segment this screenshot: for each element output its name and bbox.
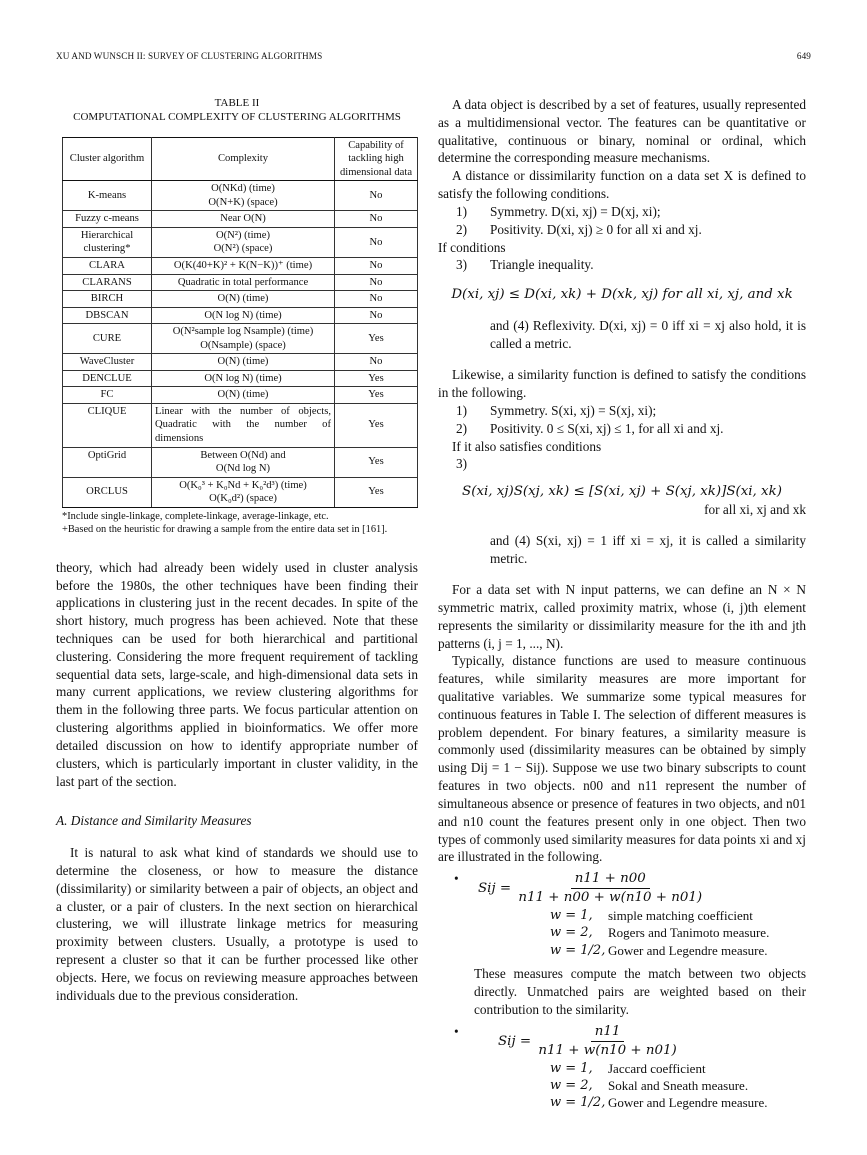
cell-algorithm: CLARA (63, 257, 152, 274)
similarity-equation: S(xi, xj)S(xj, xk) ≤ [S(xi, xj) + S(xj, xk)]S(xi, xk) (462, 484, 782, 500)
table-row (63, 403, 418, 447)
table-row (63, 307, 418, 324)
cell-algorithm: OptiGrid (63, 447, 152, 477)
body-paragraph: It is natural to ask what kind of standards we should use to determine the closeness, or how to measure the distance (dissimilarity) or similarity between a pair of objects, an object and a cluster, or a pair of clusters. In the next section on hierarchical clustering, we will illustrate linkage metrics for measuring proximity between clusters. Usually, a prototype is used to represent a cluster so that it can be further processed like other objects. Here, we focus on reviewing measure approaches between individuals due to the previous consideration. (56, 845, 418, 1003)
fraction (538, 1023, 676, 1060)
table-row (63, 324, 418, 354)
list-item (438, 256, 806, 274)
cell-complexity: O(K(40+K)² + K(N−K))⁺ (time) (152, 257, 335, 274)
cell-algorithm: BIRCH (63, 291, 152, 308)
table-row (63, 227, 418, 257)
cell-complexity: O(N log N) (time) (152, 307, 335, 324)
complexity-line: O(K₀³ + K₀Nd + K₀²d³) (time) (179, 479, 307, 491)
complexity-line: O(NKd) (time) (211, 183, 275, 195)
complexity-line: O(Nsample) (space) (200, 339, 286, 351)
cell-algorithm: Fuzzy c-means (63, 211, 152, 228)
body-text: and (4) S(xi, xj) = 1 iff xi = xj, it is called a similarity metric. (490, 533, 806, 567)
table-row (63, 387, 418, 404)
cell-complexity (152, 447, 335, 477)
left-column (56, 96, 418, 1004)
cell-capability: Yes (335, 477, 418, 507)
complexity-line: O(N+K) (space) (208, 196, 278, 208)
list-text: Positivity. 0 ≤ S(xi, xj) ≤ 1, for all xi and xj. (490, 420, 724, 436)
cell-algorithm: FC (63, 387, 152, 404)
list-number: 1) (456, 402, 468, 418)
body-paragraph: A distance or dissimilarity function on a data set X is defined to satisfy the following conditions. (438, 168, 806, 202)
cell-capability: No (335, 181, 418, 211)
cell-complexity (152, 477, 335, 507)
header-capability: Capability of tackling high dimensional data (335, 137, 418, 181)
table-row (63, 274, 418, 291)
complexity-line: O(N²sample log Nsample) (time) (172, 326, 314, 338)
table-header-row (63, 137, 418, 181)
numerator: n11 (591, 1023, 625, 1042)
body-text: If it also satisfies conditions (452, 438, 602, 454)
list-item (438, 221, 806, 239)
cell-capability: No (335, 211, 418, 228)
list-text: Symmetry. D(xi, xj) = D(xj, xi); (490, 203, 661, 219)
table-row (63, 211, 418, 228)
cell-capability: No (335, 274, 418, 291)
list-item (438, 420, 806, 438)
cell-complexity: O(N) (time) (152, 387, 335, 404)
cases-list: w = 1, simple matching coefficient w = 2, Rogers and Tanimoto measure. w = 1/2, Gower and Legendre measure. (550, 908, 770, 958)
table-row (63, 181, 418, 211)
table-number: TABLE II (214, 97, 260, 109)
list-text: Positivity. D(xi, xj) ≥ 0 for all xi and xj. (490, 221, 702, 237)
bullet: • (454, 1023, 459, 1039)
cases-list: w = 1, Jaccard coefficient w = 2, Sokal and Sneath measure. w = 1/2, Gower and Legendre measure. (550, 1060, 768, 1111)
equation-block-1 (438, 870, 806, 1019)
table-row (63, 291, 418, 308)
denominator: n11 + w(n10 + n01) (538, 1042, 677, 1058)
body-paragraph: A data object is described by a set of features, usually represented as a multidimensional vector. The features can be quantitative or qualitative, continuous or binary, nominal or ordinal, which determine the corresponding measure mechanisms. (438, 97, 806, 166)
cell-capability: No (335, 354, 418, 371)
header-complexity: Complexity (152, 137, 335, 181)
list-number: 2) (456, 420, 468, 436)
list-number: 3) (456, 257, 468, 273)
list-item (438, 203, 806, 221)
list-item (438, 402, 806, 420)
cell-algorithm: ORCLUS (63, 477, 152, 507)
cell-complexity: O(N) (time) (152, 354, 335, 371)
table-row (63, 447, 418, 477)
body-text: These measures compute the match between two objects directly. Unmatched pairs are weighted based on their contribution to the similarity. (474, 966, 806, 1017)
cell-complexity (152, 181, 335, 211)
body-paragraph: Typically, distance functions are used to measure continuous features, while similarity measures are more important for qualitative variables. We summarize some typical measures for continuous features in Table I. The selection of different measures is problem dependent. For binary features, a similarity measure is commonly used (dissimilarity measures can be obtained by simply using Dij = 1 − Sij). Suppose we use two binary subscripts to count features in two objects. n00 and n11 represent the number of simultaneous absence or presence of features in two objects, and n01 and n10 count the features present only in one object. Then two types of commonly used similarity measures for data points xi and xj are illustrated in the following. (438, 653, 806, 865)
cell-algorithm: DBSCAN (63, 307, 152, 324)
complexity-line: Between O(Nd) and (200, 449, 286, 461)
equation-lhs: Sij = (498, 1033, 532, 1049)
body-text: for all xi, xj and xk (704, 502, 806, 518)
list-number: 1) (456, 203, 468, 219)
complexity-line: O(N²) (space) (213, 243, 273, 255)
list-number: 2) (456, 221, 468, 237)
cell-complexity: O(N log N) (time) (152, 370, 335, 387)
table-caption: COMPUTATIONAL COMPLEXITY OF CLUSTERING ALGORITHMS (73, 111, 401, 124)
body-paragraph: For a data set with N input patterns, we can define an N × N symmetric matrix, called proximity matrix, whose (i, j)th element represents the similarity or dissimilarity measure for the ith and jth patterns (i, j = 1, ..., N). (438, 582, 806, 651)
complexity-line: O(N²) (time) (215, 229, 271, 241)
header-algorithm: Cluster algorithm (63, 137, 152, 181)
table-row (63, 477, 418, 507)
cell-capability: No (335, 307, 418, 324)
table-row (63, 370, 418, 387)
table-note: *Include single-linkage, complete-linkage, average-linkage, etc. (62, 510, 329, 522)
cell-capability: Yes (335, 370, 418, 387)
cell-algorithm: Hierarchical clustering* (63, 227, 152, 257)
running-title: XU AND WUNSCH II: SURVEY OF CLUSTERING ALGORITHMS (56, 51, 323, 61)
cell-capability: Yes (335, 447, 418, 477)
table-row (63, 257, 418, 274)
cell-capability: Yes (335, 324, 418, 354)
complexity-table (62, 137, 418, 508)
cell-algorithm: DENCLUE (63, 370, 152, 387)
cell-algorithm: WaveCluster (63, 354, 152, 371)
complexity-line: O(K₀d²) (space) (209, 493, 277, 505)
complexity-line: O(Nd log N) (215, 463, 271, 475)
cell-algorithm: CLIQUE (63, 403, 152, 447)
cell-complexity: Linear with the number of objects, Quadratic with the number of dimensions (152, 403, 335, 447)
cell-capability: Yes (335, 387, 418, 404)
list-number: 3) (456, 456, 468, 472)
equation-1 (478, 870, 806, 907)
cell-capability: No (335, 227, 418, 257)
page-number: 649 (796, 51, 811, 61)
table-row (63, 354, 418, 371)
table-notes (62, 510, 418, 537)
right-column (438, 96, 806, 1112)
cell-capability: Yes (335, 403, 418, 447)
cell-algorithm: K-means (63, 181, 152, 211)
bullet: • (454, 871, 459, 887)
cell-complexity (152, 324, 335, 354)
table-note: +Based on the heuristic for drawing a sample from the entire data set in [161]. (62, 524, 388, 536)
cell-capability: No (335, 257, 418, 274)
denominator: n11 + n00 + w(n10 + n01) (518, 890, 703, 906)
equation-2 (498, 1023, 806, 1060)
body-text: If conditions (438, 239, 506, 255)
page-header (56, 50, 811, 62)
cell-algorithm: CLARANS (63, 274, 152, 291)
fraction (518, 870, 702, 907)
list-text: Triangle inequality. (490, 257, 594, 273)
list-item (438, 455, 806, 473)
cell-complexity (152, 227, 335, 257)
numerator: n11 + n00 (571, 870, 650, 889)
body-paragraph: Likewise, a similarity function is defined to satisfy the conditions in the following. (438, 367, 806, 401)
cell-complexity: Near O(N) (152, 211, 335, 228)
body-text: and (4) Reflexivity. D(xi, xj) = 0 iff xi = xj also hold, it is called a metric. (490, 318, 806, 352)
cell-algorithm: CURE (63, 324, 152, 354)
cell-complexity: O(N) (time) (152, 291, 335, 308)
triangle-equation: D(xi, xj) ≤ D(xi, xk) + D(xk, xj) for all xi, xj, and xk (451, 287, 793, 303)
list-text: Symmetry. S(xi, xj) = S(xj, xi); (490, 402, 657, 418)
section-title: A. Distance and Similarity Measures (56, 813, 252, 829)
equation-lhs: Sij = (478, 881, 512, 897)
equation-block-2 (438, 1023, 806, 1112)
cell-complexity: Quadratic in total performance (152, 274, 335, 291)
cell-capability: No (335, 291, 418, 308)
body-paragraph: theory, which had already been widely used in cluster analysis before the 1980s, the other techniques have been finding their applications in clustering just in the recent decades. In spite of the short history, much progress has been achieved. Note that these techniques can be used for both hierarchical and partitional clustering. Considering the more frequent requirement of tackling sequential data sets, large-scale, and high-dimensional data sets in many current applications, we review clustering algorithms for them in the following three parts. We focus particular attention on clustering algorithms applied in bioinformatics. We offer more detailed discussion on how to identify appropriate number of clusters, which is particularly important in cluster validity, in the last part of the section. (56, 559, 418, 789)
